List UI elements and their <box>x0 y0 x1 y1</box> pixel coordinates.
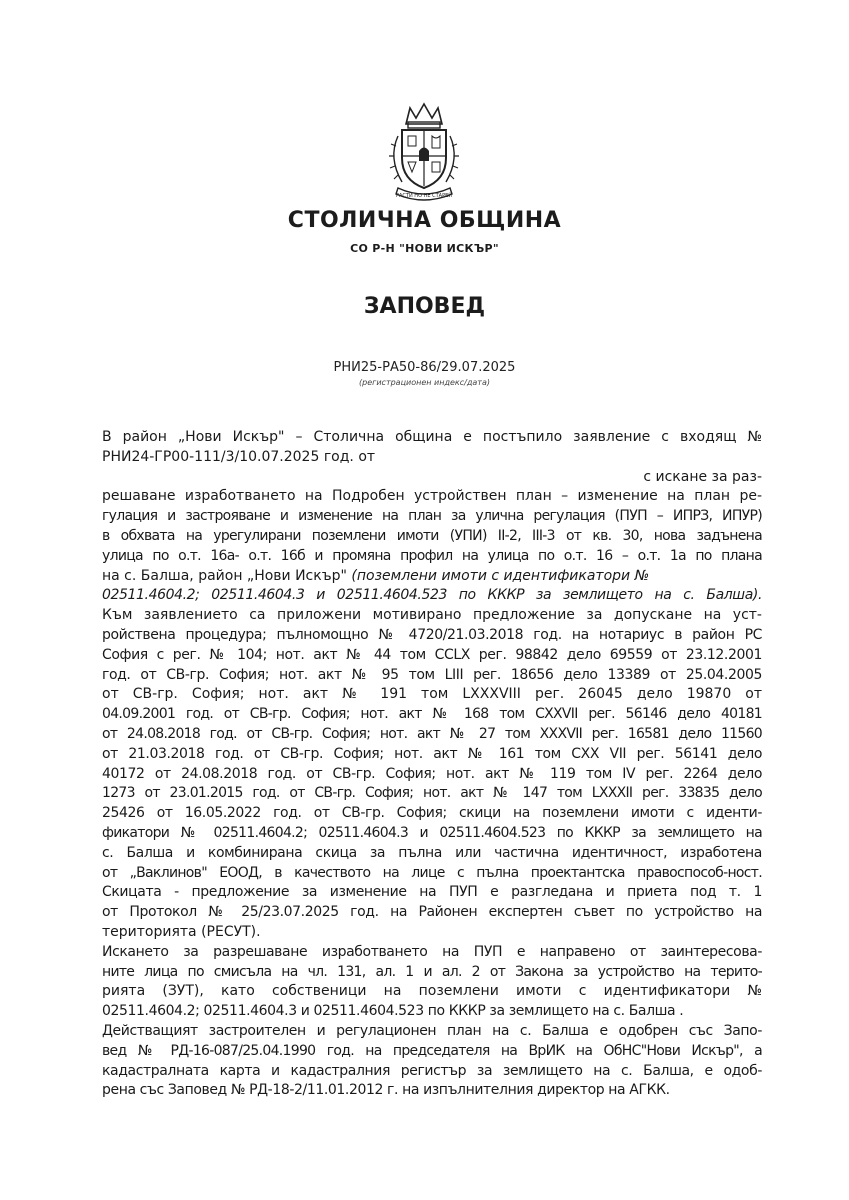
body-line: год. от СВ-гр. София; нот. акт № 95 том LIII рег. 18656 дело 13389 от 25.04.2005 <box>102 666 762 683</box>
body-line-text: на с. Балша, район „Нови Искър" <box>102 567 347 584</box>
organization-title: СТОЛИЧНА ОБЩИНА <box>287 208 562 233</box>
body-line: гулация и застрояване и изменение на план за улична регулация (ПУП – ИПРЗ, ИПУР) <box>102 508 762 525</box>
body-line: рията (ЗУТ), като собственици на поземлени имоти с идентификатори № <box>102 983 762 1000</box>
body-line: вед № РД-16-087/25.04.1990 год. на председателя на ВрИК на ОбНС"Нови Искър", а <box>102 1042 762 1059</box>
svg-text:РАСТИ НО НЕ СТАРЕЙ: РАСТИ НО НЕ СТАРЕЙ <box>396 193 452 199</box>
body-line: от 21.03.2018 год. от СВ-гр. София; нот. акт № 161 том CXX VII рег. 56141 дело <box>102 745 762 762</box>
body-line: ните лица по смисъла на чл. 131, ал. 1 и ал. 2 от Закона за устройство на терито- <box>102 963 762 980</box>
body-line: територията (РЕСУТ). <box>102 923 261 940</box>
document-type-heading: ЗАПОВЕД <box>363 294 486 319</box>
body-line: 40172 от 24.08.2018 год. от СВ-гр. София; нот. акт № 119 том IV рег. 2264 дело <box>102 765 762 782</box>
body-line: от Протокол № 25/23.07.2025 год. на Районен експертен съвет по устройство на <box>102 904 762 921</box>
body-line <box>102 448 762 468</box>
body-line: София с рег. № 104; нот. акт № 44 том CCLX рег. 98842 дело 69559 от 23.12.2001 <box>102 646 762 663</box>
registration-caption: (регистрационен индекс/дата) <box>359 378 490 387</box>
body-line: фикатори № 02511.4604.2; 02511.4604.3 и 02511.4604.523 по КККР за землището на <box>102 824 762 841</box>
body-line: Искането за разрешаване изработването на ПУП е направено от заинтересова- <box>102 943 762 960</box>
body-line: 25426 от 16.05.2022 год. от СВ-гр. София; скици на поземлени имоти с иденти- <box>102 805 762 822</box>
document-body <box>102 428 762 1101</box>
body-line: решаване изработването на Подробен устройствен план – изменение на план ре- <box>102 488 762 505</box>
body-line: Скицата - предложение за изменение на ПУП е разгледана и приета под т. 1 <box>102 884 762 901</box>
body-line: 02511.4604.2; 02511.4604.3 и 02511.4604.523 по КККР за землището на с. Балша). <box>102 587 762 604</box>
sofia-coat-of-arms-icon <box>376 96 472 204</box>
body-line-italic: (поземлени имоти с идентификатори № <box>346 567 650 584</box>
body-line: улица по о.т. 16а- о.т. 16б и промяна профил на улица по о.т. 16 – о.т. 1а по плана <box>102 547 762 564</box>
body-line: в обхвата на урегулирани поземлени имоти (УПИ) II-2, III-3 от кв. 30, нова задънена <box>102 527 762 544</box>
body-line: Към заявлението са приложени мотивирано предложение за допускане на уст- <box>102 607 762 624</box>
body-line: Действащият застроителен и регулационен план на с. Балша е одобрен със Запо- <box>102 1022 762 1039</box>
body-line: 04.09.2001 год. от СВ-гр. София; нот. акт № 168 том CXXVII рег. 56146 дело 40181 <box>102 706 762 723</box>
registration-number: РНИ25-РА50-86/29.07.2025 <box>333 360 516 375</box>
body-line: от СВ-гр. София; нот. акт № 191 том LXXXVIII рег. 26045 дело 19870 от <box>102 686 762 703</box>
body-line: от 24.08.2018 год. от СВ-гр. София; нот. акт № 27 том XXXVII рег. 16581 дело 11560 <box>102 725 762 742</box>
body-line: с искане за раз- <box>643 468 762 485</box>
body-line: 02511.4604.2; 02511.4604.3 и 02511.4604.523 по КККР за землището на с. Балша . <box>102 1003 684 1020</box>
organization-subtitle: СО Р-Н "НОВИ ИСКЪР" <box>350 242 499 255</box>
body-line: ройствена процедура; пълномощно № 4720/21.03.2018 год. на нотариус в район РС <box>102 626 762 643</box>
body-line <box>102 567 762 587</box>
body-line: от „Ваклинов" ЕООД, в качеството на лице с пълна проектантска правоспособ-ност. <box>102 864 762 881</box>
body-line: В район „Нови Искър" – Столична община е постъпило заявление с входящ № <box>102 429 762 445</box>
body-line: с. Балша и комбинирана скица за пълна или частична идентичност, изработена <box>102 844 762 861</box>
body-line-text: РНИ24-ГР00-111/3/10.07.2025 год. от <box>102 448 376 465</box>
body-line: рена със Заповед № РД-18-2/11.01.2012 г. на изпълнителния директор на АГКК. <box>102 1082 670 1099</box>
body-line: кадастралната карта и кадастралния регистър за землището на с. Балша, е одоб- <box>102 1062 762 1079</box>
body-line: 1273 от 23.01.2015 год. от СВ-гр. София; нот. акт № 147 том LXXXII рег. 33835 дело <box>102 785 762 802</box>
